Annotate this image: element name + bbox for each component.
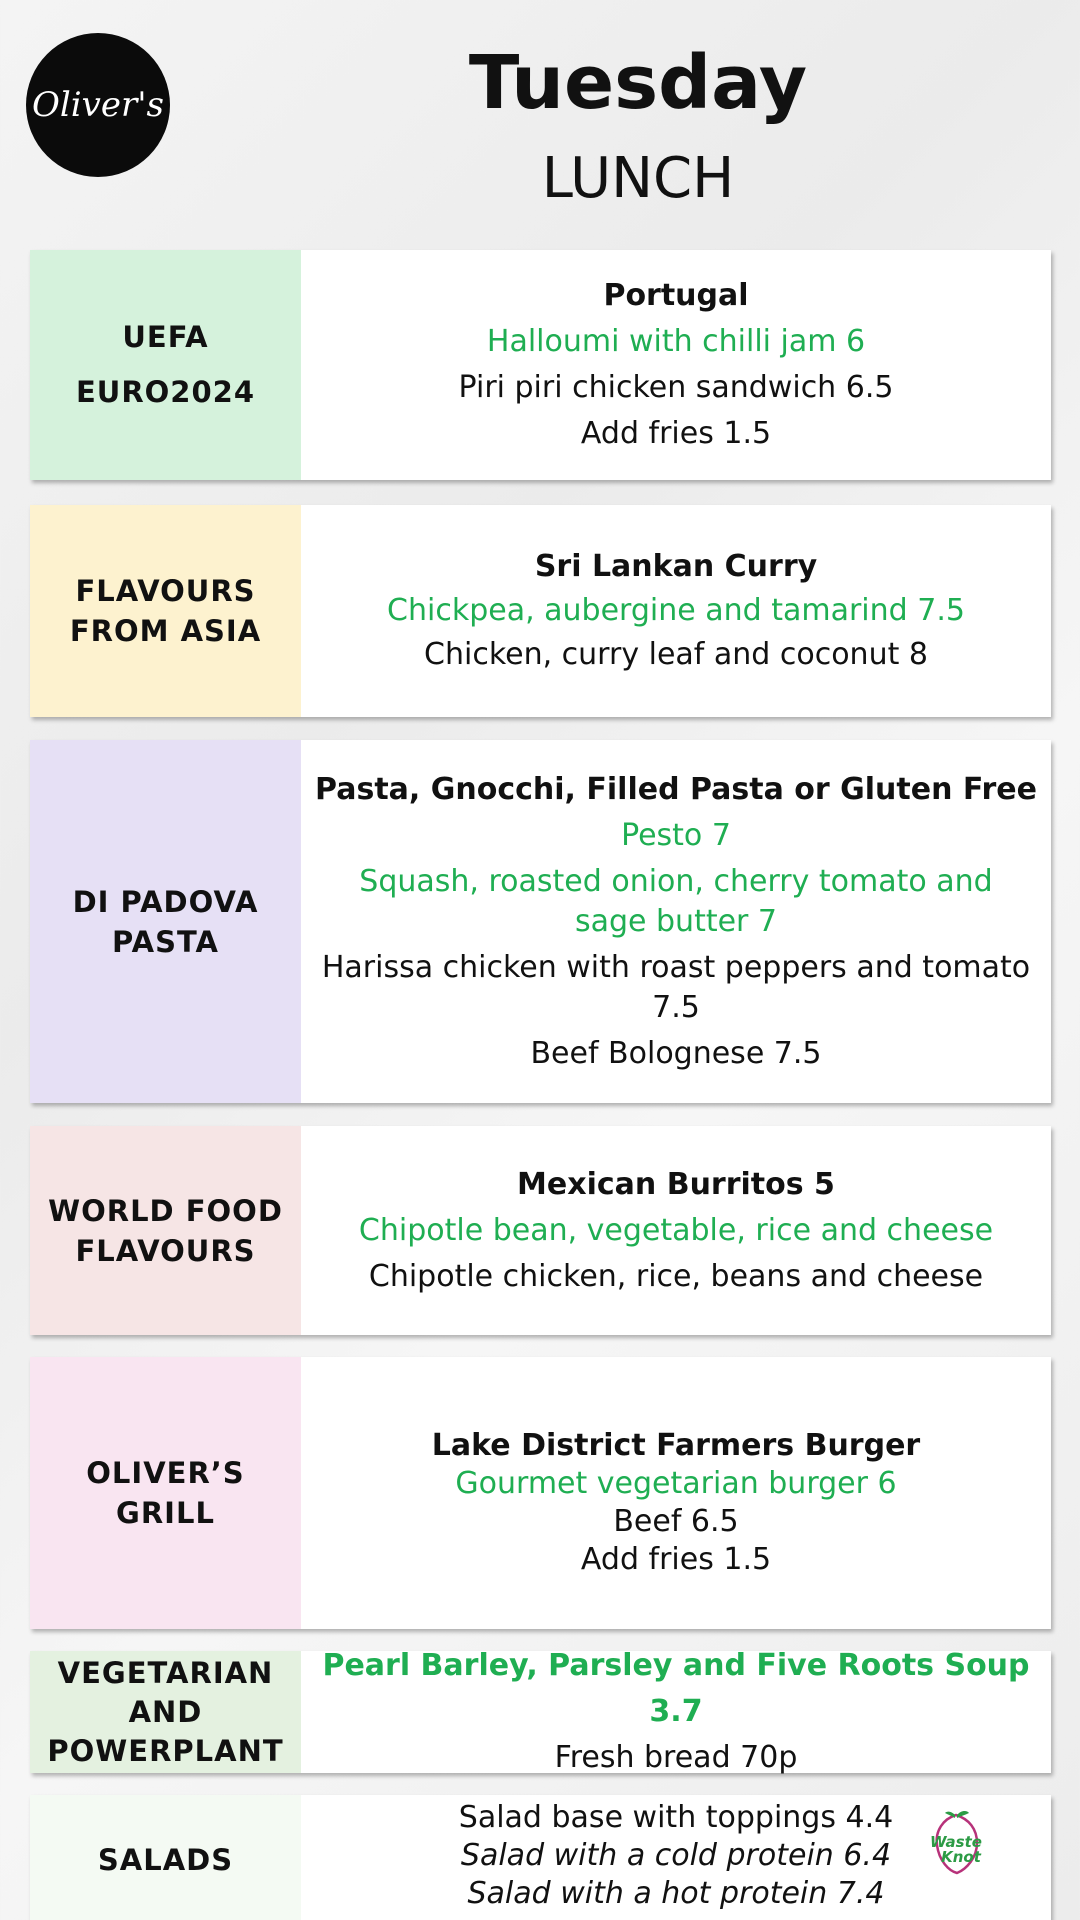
- menu-item: Add fries 1.5: [580, 416, 772, 451]
- section-title: Pasta, Gnocchi, Filled Pasta or Gluten Free: [315, 771, 1037, 807]
- section-content: [301, 250, 1051, 480]
- label-line: OLIVER’S GRILL: [86, 1456, 245, 1530]
- menu-item: Salad base with toppings 4.4: [458, 1800, 894, 1835]
- menu-item: Fresh bread 70p: [554, 1740, 798, 1775]
- menu-item: Chickpea, aubergine and tamarind 7.5: [387, 593, 965, 628]
- section-label: [30, 1357, 301, 1629]
- label-line: WORLD FOOD: [48, 1193, 283, 1228]
- menu-section-pasta: [30, 740, 1051, 1103]
- section-content: [301, 1648, 1051, 1775]
- menu-item: Chipotle bean, vegetable, rice and cheese: [358, 1212, 994, 1248]
- badge-word: Waste: [930, 1833, 982, 1851]
- menu-item: Pesto 7: [621, 817, 731, 853]
- section-label: [30, 505, 301, 717]
- menu-item: Piri piri chicken sandwich 6.5: [458, 370, 894, 405]
- menu-item: Beef 6.5: [613, 1504, 739, 1539]
- label-line: SALADS: [97, 1843, 234, 1877]
- menu-item: Harissa chicken with roast peppers and tomato 7.5: [321, 949, 1031, 1025]
- section-content: [301, 505, 1051, 717]
- logo-text: Oliver's: [32, 85, 164, 125]
- menu-meal: LUNCH: [541, 146, 735, 211]
- badge-word: Knot: [941, 1848, 981, 1866]
- section-label: [30, 1795, 301, 1920]
- menu-item: Gourmet vegetarian burger 6: [455, 1466, 897, 1501]
- section-label: [30, 250, 301, 480]
- menu-item: sage butter 7: [574, 903, 778, 939]
- label-line: UEFA: [122, 320, 209, 354]
- section-content: [301, 1357, 1051, 1629]
- section-title: Lake District Farmers Burger: [431, 1428, 921, 1463]
- menu-item: Halloumi with chilli jam 6: [486, 324, 866, 359]
- menu-item: Salad with a hot protein 7.4: [467, 1876, 885, 1911]
- section-title: Mexican Burritos 5: [517, 1166, 835, 1202]
- menu-section-world-food: [30, 1126, 1051, 1335]
- label-line: FROM ASIA: [69, 614, 262, 648]
- section-content: [301, 1795, 1051, 1920]
- menu-item: Chipotle chicken, rice, beans and cheese: [368, 1258, 984, 1294]
- section-label: [30, 1651, 301, 1773]
- menu-section-uefa: [30, 250, 1051, 480]
- menu-day: Tuesday: [468, 40, 808, 126]
- label-line: EURO2024: [75, 375, 256, 409]
- label-line: FLAVOURS: [75, 1233, 256, 1268]
- menu-item: Chicken, curry leaf and coconut 8: [424, 637, 928, 672]
- menu-section-vegetarian: [30, 1648, 1051, 1775]
- menu-item: Salad with a cold protein 6.4: [460, 1838, 892, 1873]
- label-line: DI PADOVA: [72, 884, 259, 919]
- section-content: [301, 1126, 1051, 1335]
- section-title: Portugal: [603, 278, 749, 313]
- label-line: VEGETARIAN: [57, 1655, 274, 1690]
- waste-knot-logo-icon: [921, 1809, 991, 1879]
- label-line: FLAVOURS: [75, 574, 256, 608]
- section-title: Pearl Barley, Parsley and Five Roots Soup 3.7: [322, 1648, 1030, 1729]
- label-line: POWERPLANT: [47, 1733, 284, 1768]
- label-line: PASTA: [112, 924, 219, 959]
- menu-section-asia: [30, 505, 1051, 717]
- menu-item: Squash, roasted onion, cherry tomato and: [359, 863, 993, 899]
- section-label: [30, 740, 301, 1103]
- section-title: Sri Lankan Curry: [534, 549, 818, 584]
- menu-item: Beef Bolognese 7.5: [530, 1035, 822, 1071]
- menu-section-salads: [30, 1795, 1051, 1920]
- menu-item: Add fries 1.5: [580, 1542, 772, 1577]
- menu-section-grill: [30, 1357, 1051, 1629]
- section-content: [301, 740, 1051, 1103]
- label-line: AND: [128, 1694, 203, 1729]
- section-label: [30, 1126, 301, 1335]
